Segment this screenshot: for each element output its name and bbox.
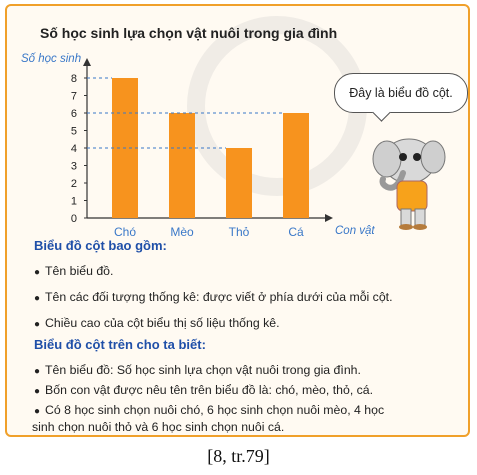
speech-bubble [334, 73, 468, 113]
elephant-illustration [347, 121, 467, 241]
speech-bubble-text: Đây là biểu đồ cột. [349, 86, 453, 100]
y-tick-label: 6 [70, 108, 77, 120]
y-tick-label: 3 [70, 160, 77, 173]
chart-title: Số học sinh lựa chọn vật nuôi trong gia đình [40, 25, 338, 41]
section2-heading: Biểu đồ cột trên cho ta biết: [34, 337, 206, 352]
bar-2 [169, 113, 195, 218]
category-label: Mèo [170, 225, 194, 239]
y-axis-arrow [83, 58, 91, 66]
section2-item-3: ● Có 8 học sinh chọn nuôi chó, 6 học sinh chọn nuôi mèo, 4 học [34, 403, 385, 417]
citation: [8, tr.79] [207, 446, 270, 466]
section1-item-2: ● Tên các đối tượng thống kê: được viết ở phía dưới của mỗi cột. [34, 290, 393, 304]
bar-3 [226, 148, 252, 218]
figure-frame [5, 4, 470, 437]
y-tick-label: 2 [70, 178, 77, 190]
section1-heading: Biểu đồ cột bao gồm: [34, 238, 167, 253]
section2-item-2: ● Bốn con vật được nêu tên trên biểu đồ là: chó, mèo, thỏ, cá. [34, 383, 374, 397]
y-tick-label: 0 [70, 213, 77, 225]
category-label: Chó [113, 225, 137, 239]
section1-item-3: ● Chiều cao của cột biểu thị số liệu thống kê. [34, 316, 280, 330]
x-axis-label: Con vật [335, 225, 375, 237]
section2-item-1: ● Tên biểu đồ: Số học sinh lựa chọn vật nuôi trong gia đình. [34, 363, 361, 377]
category-label: Thỏ [228, 225, 250, 239]
y-axis-label: Số học sinh [21, 53, 82, 65]
bar-4 [283, 113, 309, 218]
y-tick-label: 8 [70, 73, 77, 85]
section1-item-1: ● Tên biểu đồ. [34, 264, 114, 278]
y-tick-label: 5 [70, 125, 77, 138]
y-tick-label: 4 [70, 143, 77, 155]
section2-item-3-cont: sinh chọn nuôi thỏ và 6 học sinh chọn nuôi cá. [32, 420, 285, 434]
category-label: Cá [288, 225, 304, 239]
y-tick-label: 7 [70, 90, 77, 103]
x-axis-arrow [325, 214, 333, 222]
y-tick-label: 1 [70, 195, 77, 208]
